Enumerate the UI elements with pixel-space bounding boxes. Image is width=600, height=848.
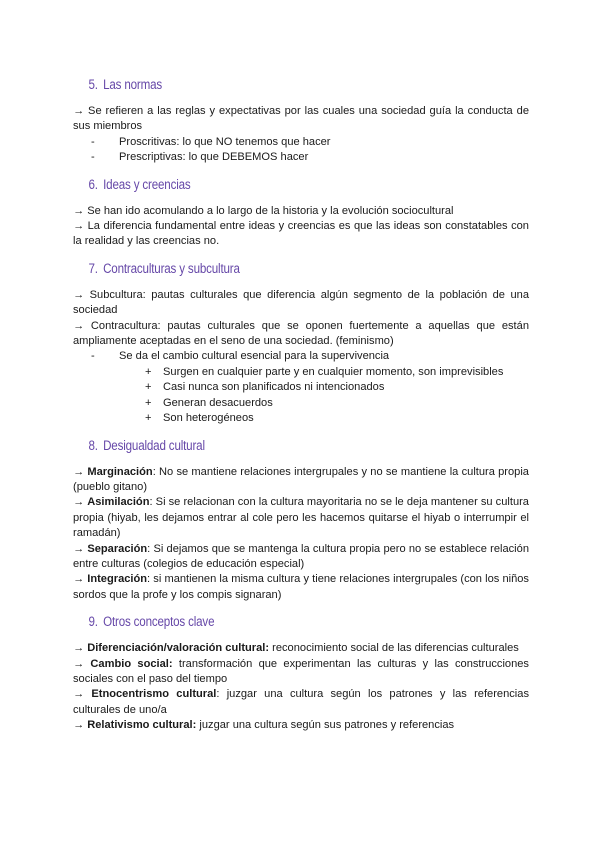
arrow-icon: → (73, 465, 85, 478)
section-normas (73, 76, 529, 166)
dash-icon: - (91, 151, 95, 164)
section-heading: 7. Contraculturas y subcultura (88, 260, 240, 276)
bullet-list (73, 349, 529, 426)
paragraph: → Marginación: No se mantiene relaciones intergrupales y no se mantiene la cultura propia (pueblo gitano) (73, 465, 529, 493)
arrow-icon: → (73, 688, 85, 701)
section-contraculturas (73, 260, 529, 427)
section-otros-conceptos (73, 613, 529, 733)
paragraph: → Separación: Si dejamos que se mantenga la cultura propia pero no se establece relación entre culturas (colegios de educación especial) (73, 542, 529, 570)
section-heading: 8. Desigualdad cultural (88, 437, 205, 453)
document-content (73, 76, 529, 744)
arrow-icon: → (73, 573, 85, 586)
arrow-icon: → (73, 719, 85, 732)
sub-bullet-list (119, 365, 529, 427)
arrow-icon: → (73, 642, 85, 655)
plus-icon: + (145, 381, 152, 394)
bullet-list (73, 135, 529, 166)
list-item: - Prescriptivas: lo que DEBEMOS hacer (91, 150, 529, 165)
paragraph: → Etnocentrismo cultural: juzgar una cultura según los patrones y las referencias culturales de uno/a (73, 688, 529, 716)
section-desigualdad (73, 437, 529, 604)
arrow-icon: → (73, 105, 85, 117)
list-item: + Generan desacuerdos (145, 396, 529, 411)
dash-icon: - (91, 350, 95, 363)
paragraph: → Se han ido acomulando a lo largo de la historia y la evolución sociocultural (73, 204, 454, 217)
list-item: + Casi nunca son planificados ni intencionados (145, 380, 529, 395)
arrow-icon: → (73, 204, 85, 217)
arrow-icon: → (73, 319, 85, 332)
list-item: + Son heterogéneos (145, 411, 529, 426)
section-ideas-creencias (73, 176, 529, 250)
list-item: - Proscritivas: lo que NO tenemos que hacer (91, 135, 529, 150)
arrow-icon: → (73, 657, 85, 670)
paragraph: → Integración: si mantienen la misma cultura y tiene relaciones intergrupales (con los niños sordos que la profe y los compis signaran) (73, 573, 529, 601)
arrow-icon: → (73, 220, 85, 233)
arrow-icon: → (73, 542, 85, 555)
list-item: - Se da el cambio cultural esencial para la supervivencia + Surgen en cualquier parte y en cualquier momento, son imprevisibles + Casi nunca son planificados ni intencionados + Generan desacuerdos + Son heterogéneos (91, 349, 529, 426)
paragraph: → Contracultura: pautas culturales que se oponen fuertemente a aquellas que están ampliamente aceptadas en el seno de una sociedad. (feminismo) (73, 319, 529, 348)
section-heading: 6. Ideas y creencias (88, 176, 191, 192)
section-heading: 9. Otros conceptos clave (88, 614, 215, 630)
plus-icon: + (145, 396, 152, 409)
paragraph: → Se refieren a las reglas y expectativas por las cuales una sociedad guía la conducta de sus miembros (73, 105, 529, 133)
paragraph: → Cambio social: transformación que experimentan las culturas y las construcciones sociales con el paso del tiempo (73, 657, 529, 685)
paragraph: → Diferenciación/valoración cultural: reconocimiento social de las diferencias culturales (73, 642, 519, 655)
section-heading: 5. Las normas (88, 77, 163, 92)
plus-icon: + (145, 412, 152, 425)
paragraph: → Asimilación: Si se relacionan con la cultura mayoritaria no se le deja mantener su cultura propia (hiyab, les dejamos entrar al cole pero les hacemos quitarse el hiyab o interrumpir el ramadán) (73, 496, 529, 540)
arrow-icon: → (73, 288, 85, 301)
plus-icon: + (145, 365, 152, 378)
paragraph: → La diferencia fundamental entre ideas y creencias es que las ideas son constatables con la realidad y las creencias no. (73, 220, 529, 248)
arrow-icon: → (73, 496, 85, 509)
paragraph: → Relativismo cultural: juzgar una cultura según sus patrones y referencias (73, 719, 455, 732)
dash-icon: - (91, 135, 95, 148)
list-item: + Surgen en cualquier parte y en cualquier momento, son imprevisibles (145, 365, 529, 380)
paragraph: → Subcultura: pautas culturales que diferencia algún segmento de la población de una sociedad (73, 288, 529, 317)
